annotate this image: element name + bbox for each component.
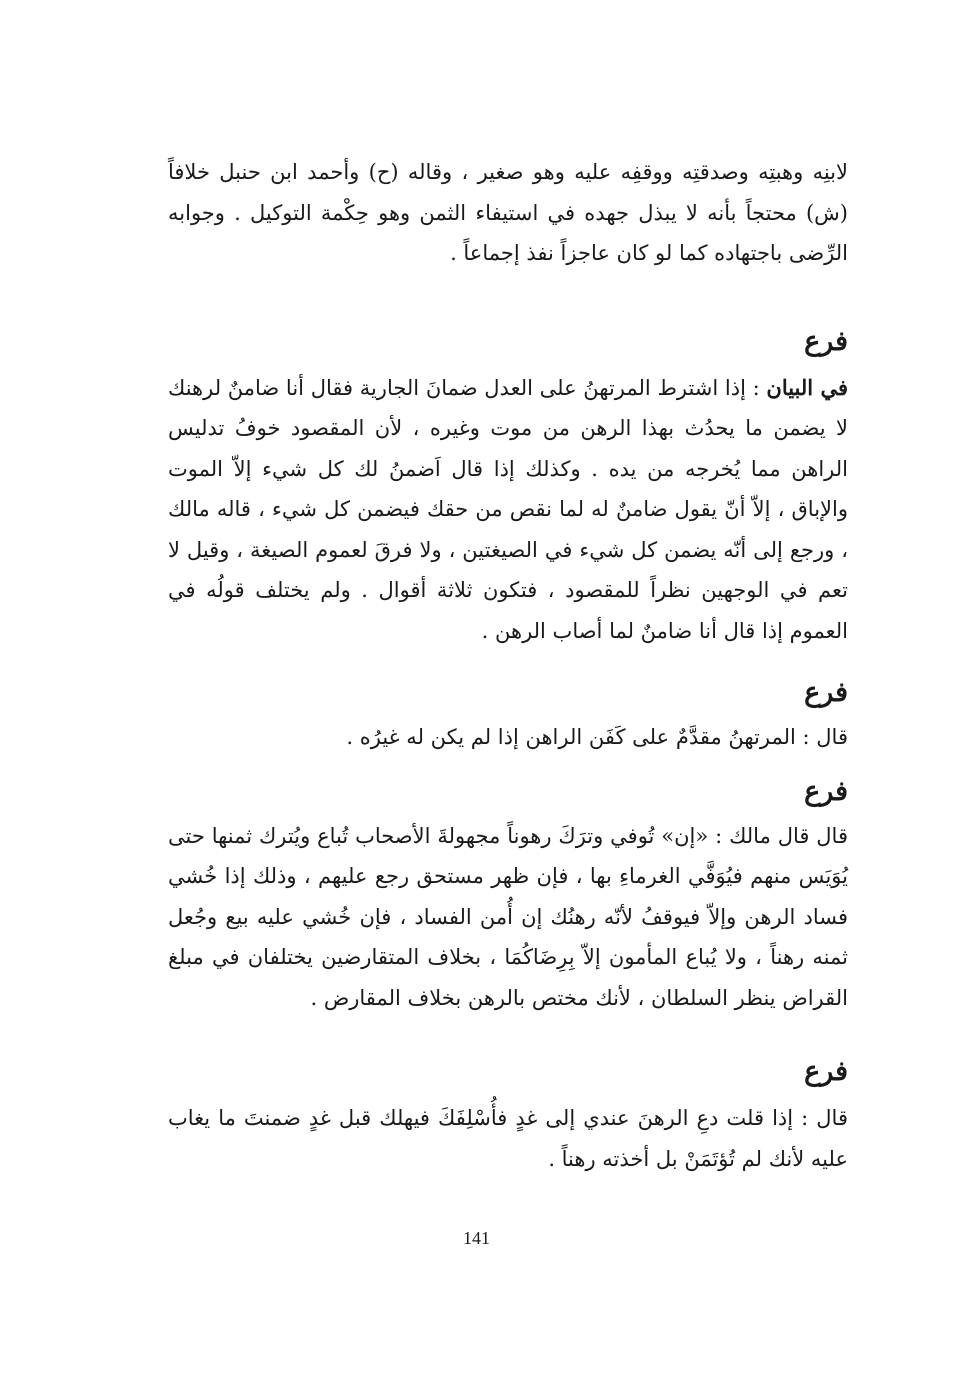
paragraph-2-lead: في البيان (766, 374, 848, 400)
section-heading-4: فرع (804, 1056, 848, 1087)
section-heading-1: فرع (804, 325, 848, 357)
paragraph-2 (168, 368, 848, 652)
section-heading-2: فرع (804, 677, 848, 708)
paragraph-2-body: : إذا اشترط المرتهنُ على العدل ضمانَ الجارية فقال أنا ضامنٌ لرهنك لا يضمن ما يحدُث بهذا الرهن من موت وغيره ، لأن المقصود خوفُ تدليس الراهن مما يُخرجه من يده . وكذلك إذا قال اَضمنُ لك كل شيء إلاّ الموت والإباق ، إلاّ أنّ يقول ضامنٌ له لما نقص من حقك فيضمن كل شيء ، قاله مالك ، ورجع إلى أنّه يضمن كل شيء في الصيغتين ، ولا فرقَ لعموم الصيغة ، وقيل لا تعم في الوجهين نظراً للمقصود ، فتكون ثلاثة أقوال . ولم يختلف قولُه في العموم إذا قال أنا ضامنٌ لما أصاب الرهن . (168, 375, 848, 643)
paragraph-1: لابنِه وهبتِه وصدقتِه ووقفِه عليه وهو صغير ، وقاله (ح) وأحمد ابن حنبل خلافاً (ش) محتجاً بأنه لا يبذل جهده في استيفاء الثمن وهو حِكْمة التوكيل . وجوابه الرِّضى باجتهاده كما لو كان عاجزاً نفذ إجماعاً . (168, 160, 848, 265)
paragraph-5: قال : إذا قلت دعِ الرهنَ عندي إلى غدٍ فأُسْلِفَكَ فيهلك قبل غدٍ ضمنتَ ما يغاب عليه لأنك لم تُؤتَمَنْ بل أخذته رهناً . (168, 1106, 848, 1171)
section-heading-3: فرع (804, 775, 848, 807)
page-body (168, 152, 848, 1179)
paragraph-4: قال قال مالك : «إن» تُوفي وترَكَ رهوناً مجهولةَ الأصحاب تُباع ويُترك ثمنها حتى يُوَيَس منهم فيُوَفَّي الغرماءِ بها ، فإن ظهر مستحق رجع عليهم ، وذلك إذا خُشي فساد الرهن وإلاّ فيوقفُ لأنّه رهنُك إن أُمن الفساد ، فإن خُشي عليه بيع وجُعل ثمنه رهناً ، ولا يُباع المأمون إلاّ بِرِضَاكُمَا ، بخلاف المتقارضين يختلفان في مبلغ القراض ينظر السلطان ، لأنك مختص بالرهن بخلاف المقارض . (168, 823, 848, 1010)
paragraph-3: قال : المرتهنُ مقدَّمٌ على كَفَن الراهن إذا لم يكن له غيرُه . (346, 725, 848, 749)
page-number: 141 (463, 1228, 490, 1248)
